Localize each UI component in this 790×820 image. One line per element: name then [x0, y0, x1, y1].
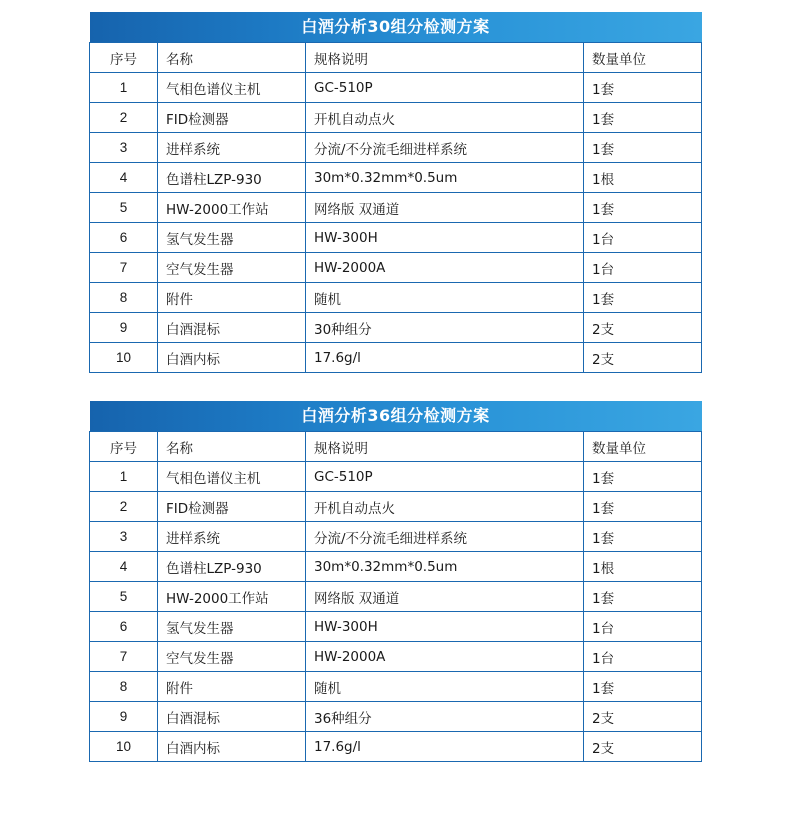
cell-index: 3: [90, 133, 158, 163]
header-index: 序号: [90, 432, 158, 462]
cell-spec: 随机: [306, 283, 584, 313]
table-row: [90, 492, 702, 522]
cell-name: 色谱柱LZP-930: [158, 552, 306, 582]
cell-spec: HW-300H: [306, 612, 584, 642]
cell-index: 9: [90, 702, 158, 732]
cell-spec: 随机: [306, 672, 584, 702]
cell-index: 8: [90, 672, 158, 702]
cell-name: HW-2000工作站: [158, 193, 306, 223]
cell-name: 白酒混标: [158, 313, 306, 343]
cell-spec: 17.6g/l: [306, 732, 584, 762]
table-title-cell: [90, 401, 702, 432]
cell-name: 氢气发生器: [158, 223, 306, 253]
cell-quantity: 1套: [584, 462, 702, 492]
cell-index: 7: [90, 253, 158, 283]
table-row: [90, 612, 702, 642]
table-row: [90, 552, 702, 582]
cell-quantity: 1台: [584, 642, 702, 672]
cell-quantity: 2支: [584, 732, 702, 762]
cell-quantity: 1套: [584, 492, 702, 522]
cell-quantity: 2支: [584, 343, 702, 373]
header-name: 名称: [158, 43, 306, 73]
table-header-row: [90, 432, 702, 462]
cell-quantity: 1套: [584, 103, 702, 133]
cell-index: 1: [90, 462, 158, 492]
table-row: [90, 193, 702, 223]
cell-spec: GC-510P: [306, 462, 584, 492]
table-row: [90, 582, 702, 612]
cell-spec: GC-510P: [306, 73, 584, 103]
header-name: 名称: [158, 432, 306, 462]
table-row: [90, 522, 702, 552]
header-spec: 规格说明: [306, 43, 584, 73]
table-row: [90, 283, 702, 313]
cell-index: 1: [90, 73, 158, 103]
cell-name: 白酒内标: [158, 343, 306, 373]
table-row: [90, 253, 702, 283]
table-row: [90, 133, 702, 163]
cell-name: 空气发生器: [158, 253, 306, 283]
cell-name: FID检测器: [158, 492, 306, 522]
cell-quantity: 1套: [584, 522, 702, 552]
cell-index: 3: [90, 522, 158, 552]
table-title-row: [90, 401, 702, 432]
table-row: [90, 343, 702, 373]
spec-block-30: [89, 0, 701, 373]
cell-index: 10: [90, 343, 158, 373]
table-row: [90, 642, 702, 672]
cell-index: 2: [90, 103, 158, 133]
table-row: [90, 462, 702, 492]
cell-spec: 36种组分: [306, 702, 584, 732]
cell-quantity: 1套: [584, 672, 702, 702]
cell-index: 5: [90, 193, 158, 223]
cell-spec: 30m*0.32mm*0.5um: [306, 163, 584, 193]
cell-quantity: 1套: [584, 283, 702, 313]
cell-spec: HW-300H: [306, 223, 584, 253]
cell-index: 6: [90, 612, 158, 642]
header-index: 序号: [90, 43, 158, 73]
cell-index: 6: [90, 223, 158, 253]
spec-block-36: [89, 373, 701, 762]
cell-index: 10: [90, 732, 158, 762]
cell-index: 2: [90, 492, 158, 522]
cell-name: 白酒混标: [158, 702, 306, 732]
table-row: [90, 73, 702, 103]
cell-name: 氢气发生器: [158, 612, 306, 642]
cell-spec: 分流/不分流毛细进样系统: [306, 133, 584, 163]
cell-index: 9: [90, 313, 158, 343]
table-row: [90, 672, 702, 702]
table-row: [90, 702, 702, 732]
header-quantity-unit: 数量单位: [584, 43, 702, 73]
cell-name: 进样系统: [158, 133, 306, 163]
cell-name: 附件: [158, 283, 306, 313]
cell-spec: 开机自动点火: [306, 103, 584, 133]
cell-quantity: 1台: [584, 253, 702, 283]
cell-name: 气相色谱仪主机: [158, 73, 306, 103]
table-title-cell: [90, 12, 702, 43]
table-title-row: [90, 12, 702, 43]
table-title: 白酒分析30组分检测方案: [90, 12, 702, 42]
cell-quantity: 1根: [584, 163, 702, 193]
cell-spec: HW-2000A: [306, 642, 584, 672]
table-row: [90, 313, 702, 343]
cell-quantity: 1台: [584, 223, 702, 253]
cell-index: 8: [90, 283, 158, 313]
cell-spec: 30种组分: [306, 313, 584, 343]
table-row: [90, 732, 702, 762]
cell-spec: 30m*0.32mm*0.5um: [306, 552, 584, 582]
cell-quantity: 2支: [584, 702, 702, 732]
cell-name: FID检测器: [158, 103, 306, 133]
cell-name: 空气发生器: [158, 642, 306, 672]
cell-spec: 网络版 双通道: [306, 582, 584, 612]
cell-quantity: 1套: [584, 73, 702, 103]
cell-spec: 网络版 双通道: [306, 193, 584, 223]
cell-quantity: 1台: [584, 612, 702, 642]
cell-name: HW-2000工作站: [158, 582, 306, 612]
cell-spec: 17.6g/l: [306, 343, 584, 373]
cell-quantity: 1套: [584, 582, 702, 612]
header-quantity-unit: 数量单位: [584, 432, 702, 462]
cell-spec: 分流/不分流毛细进样系统: [306, 522, 584, 552]
cell-name: 进样系统: [158, 522, 306, 552]
cell-quantity: 1根: [584, 552, 702, 582]
spec-table-36: [89, 401, 702, 762]
cell-index: 4: [90, 552, 158, 582]
table-row: [90, 103, 702, 133]
table-row: [90, 223, 702, 253]
cell-index: 4: [90, 163, 158, 193]
cell-spec: HW-2000A: [306, 253, 584, 283]
cell-spec: 开机自动点火: [306, 492, 584, 522]
header-spec: 规格说明: [306, 432, 584, 462]
cell-name: 气相色谱仪主机: [158, 462, 306, 492]
cell-index: 5: [90, 582, 158, 612]
table-title: 白酒分析36组分检测方案: [90, 401, 702, 431]
cell-name: 色谱柱LZP-930: [158, 163, 306, 193]
cell-quantity: 1套: [584, 193, 702, 223]
cell-index: 7: [90, 642, 158, 672]
cell-name: 附件: [158, 672, 306, 702]
spec-table-30: [89, 12, 702, 373]
cell-name: 白酒内标: [158, 732, 306, 762]
table-header-row: [90, 43, 702, 73]
table-row: [90, 163, 702, 193]
cell-quantity: 2支: [584, 313, 702, 343]
cell-quantity: 1套: [584, 133, 702, 163]
